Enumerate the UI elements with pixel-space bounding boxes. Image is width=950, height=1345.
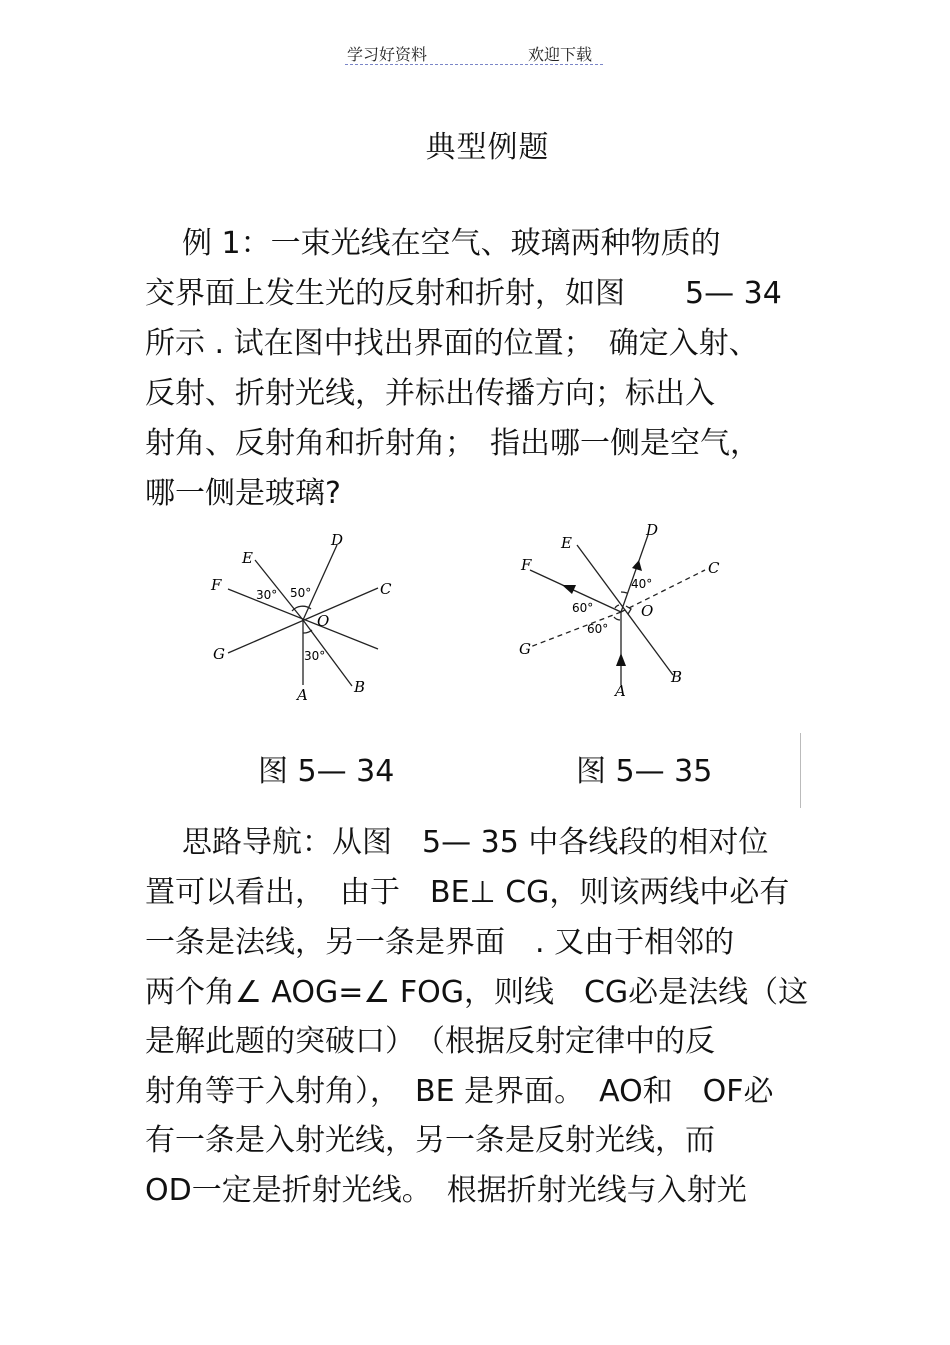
- paragraph1-line: 所示 . 试在图中找出界面的位置； 确定入射、: [145, 326, 759, 361]
- paragraph2-line: OD一定是折射光线。 根据折射光线与入射光: [145, 1173, 747, 1208]
- header-right-text: 欢迎下载: [528, 45, 593, 64]
- arrow-left-icon: [562, 585, 576, 594]
- paragraph1-line: 交界面上发生光的反射和折射，如图 5— 34: [145, 276, 782, 311]
- ray-od: [303, 545, 337, 620]
- label-a: A: [297, 686, 308, 704]
- label-d: D: [331, 531, 344, 549]
- page-title: 典型例题: [425, 130, 550, 165]
- angle-label: 50°: [290, 586, 312, 600]
- label-e: E: [561, 534, 572, 552]
- label-e: E: [242, 549, 253, 567]
- figure-5-34: [200, 525, 420, 710]
- paragraph2-line: 是解此题的突破口） （根据反射定律中的反: [145, 1024, 715, 1059]
- angle-label: 40°: [631, 577, 653, 591]
- paragraph2-line: 有一条是入射光线，另一条是反射光线，而: [145, 1123, 715, 1158]
- label-g: G: [213, 645, 225, 663]
- label-c: C: [708, 559, 720, 577]
- label-a: A: [615, 682, 626, 700]
- label-o: O: [641, 602, 654, 620]
- page-header: [345, 40, 603, 65]
- figure-caption: 图 5— 35: [576, 754, 713, 789]
- angle-label: 60°: [587, 622, 609, 636]
- arrow-up-icon: [632, 560, 642, 571]
- label-c: C: [380, 580, 392, 598]
- ray-od: [621, 535, 648, 612]
- paragraph1-line: 射角、反射角和折射角； 指出哪一侧是空气，: [145, 426, 760, 461]
- paragraph2-line: 一条是法线，另一条是界面 . 又由于相邻的: [145, 925, 735, 960]
- arrow-up-icon: [616, 653, 626, 666]
- angle-arc: [615, 605, 619, 608]
- paragraph1-line: 哪一侧是玻璃?: [145, 476, 341, 511]
- paragraph2-line: 思路导航：从图 5— 35 中各线段的相对位: [182, 825, 769, 860]
- label-b: B: [354, 678, 366, 696]
- label-o: O: [317, 612, 330, 630]
- figure-5-35: [505, 515, 750, 710]
- label-g: G: [519, 640, 531, 658]
- label-f: F: [521, 556, 532, 574]
- angle-arc: [614, 617, 620, 620]
- paragraph1-line: 例 1：一束光线在空气、玻璃两种物质的: [182, 226, 721, 261]
- paragraph2-line: 置可以看出， 由于 BE⊥ CG，则该两线中必有: [145, 875, 790, 910]
- label-b: B: [671, 668, 683, 686]
- header-left-text: 学习好资料: [347, 45, 428, 64]
- paragraph1-line: 反射、折射光线，并标出传播方向；标出入: [145, 376, 715, 411]
- angle-arc: [621, 592, 627, 593]
- paragraph2-line: 两个角∠ AOG=∠ FOG，则线 CG必是法线（这: [145, 975, 809, 1010]
- paragraph2-line: 射角等于入射角）， BE 是界面。 AO和 OF必: [145, 1074, 774, 1109]
- angle-arc: [303, 630, 312, 633]
- label-f: F: [211, 576, 222, 594]
- divider: [800, 733, 801, 808]
- label-d: D: [646, 521, 659, 539]
- figure-caption: 图 5— 34: [258, 754, 395, 789]
- angle-label: 60°: [572, 601, 594, 615]
- angle-label: 30°: [256, 588, 278, 602]
- angle-label: 30°: [304, 649, 326, 663]
